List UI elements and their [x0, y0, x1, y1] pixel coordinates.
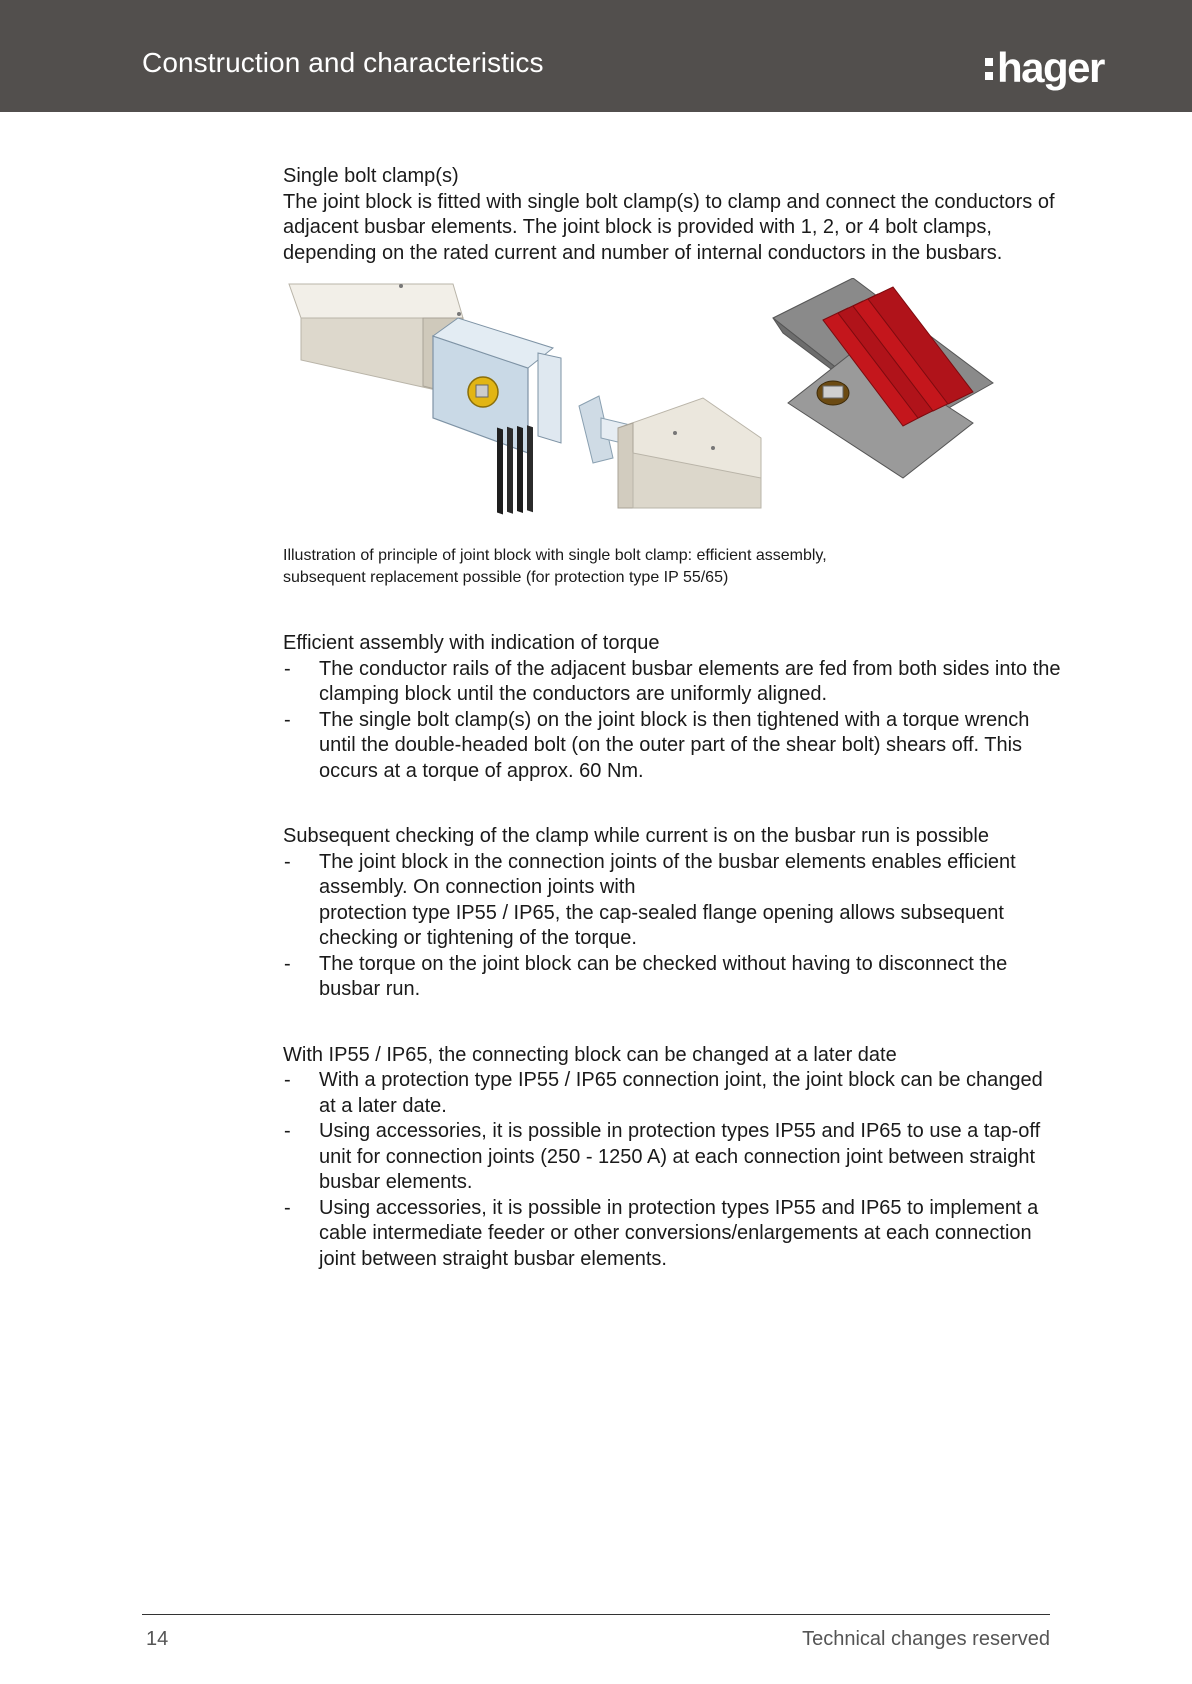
- list-item: - With a protection type IP55 / IP65 connection joint, the joint block can be changed at a later date.: [283, 1068, 1063, 1119]
- footer-divider: [142, 1614, 1050, 1615]
- checking-list: [283, 850, 1063, 1003]
- clamp-block-illustration: [763, 278, 1003, 493]
- figure-caption-line-1: Illustration of principle of joint block with single bolt clamp: efficient assembly,: [283, 547, 827, 564]
- main-content: [283, 164, 1063, 1272]
- ip55-ip65-list: [283, 1068, 1063, 1272]
- page-number: 14: [146, 1628, 169, 1650]
- page-header: [0, 0, 1192, 112]
- list-item: - The conductor rails of the adjacent busbar elements are fed from both sides into the clamping block until the conductors are uniformly aligned.: [283, 657, 1063, 708]
- section-heading-assembly: Efficient assembly with indication of torque: [283, 632, 660, 654]
- footer-note: Technical changes reserved: [802, 1628, 1050, 1650]
- section-heading-single-bolt: Single bolt clamp(s): [283, 165, 459, 187]
- list-item: [283, 850, 1063, 952]
- list-item-line: protection type IP55 / IP65, the cap-sealed flange opening allows subsequent checking or tightening of the torque.: [319, 901, 1004, 949]
- section-ip55-ip65: [283, 1043, 1063, 1273]
- figure-caption-line-2: subsequent replacement possible (for protection type IP 55/65): [283, 569, 729, 586]
- list-item: - Using accessories, it is possible in protection types IP55 and IP65 to use a tap-off unit for connection joints (250 - 1250 A) at each connection joint between straight busbar elements.: [283, 1119, 1063, 1196]
- list-item: - Using accessories, it is possible in protection types IP55 and IP65 to implement a cable intermediate feeder or other conversions/enlargements at each connection joint between straight busbar elements.: [283, 1196, 1063, 1273]
- list-item: - The torque on the joint block can be checked without having to disconnect the busbar run.: [283, 952, 1063, 1003]
- section-heading-checking: Subsequent checking of the clamp while current is on the busbar run is possible: [283, 825, 989, 847]
- page-header-title: Construction and characteristics: [142, 47, 544, 78]
- hager-logo: hager: [985, 44, 1104, 92]
- section-checking: [283, 824, 1063, 1003]
- joint-block-figure: [283, 278, 1063, 523]
- assembly-list: [283, 657, 1063, 785]
- list-item: - The single bolt clamp(s) on the joint block is then tightened with a torque wrench until the double-headed bolt (on the outer part of the shear bolt) shears off. This occurs at a torque of approx. 60 Nm.: [283, 708, 1063, 785]
- list-item-line: The joint block in the connection joints of the busbar elements enables efficient assembly. On connection joints with: [319, 850, 1016, 898]
- section-assembly: [283, 631, 1063, 784]
- figure-caption: [283, 545, 1063, 589]
- section-heading-ip55-ip65: With IP55 / IP65, the connecting block can be changed at a later date: [283, 1043, 897, 1066]
- section-body-single-bolt: The joint block is fitted with single bolt clamp(s) to clamp and connect the conductors of adjacent busbar elements. The joint block is provided with 1, 2, or 4 bolt clamps, depending on the rated current and number of internal conductors in the busbars.: [283, 190, 1055, 264]
